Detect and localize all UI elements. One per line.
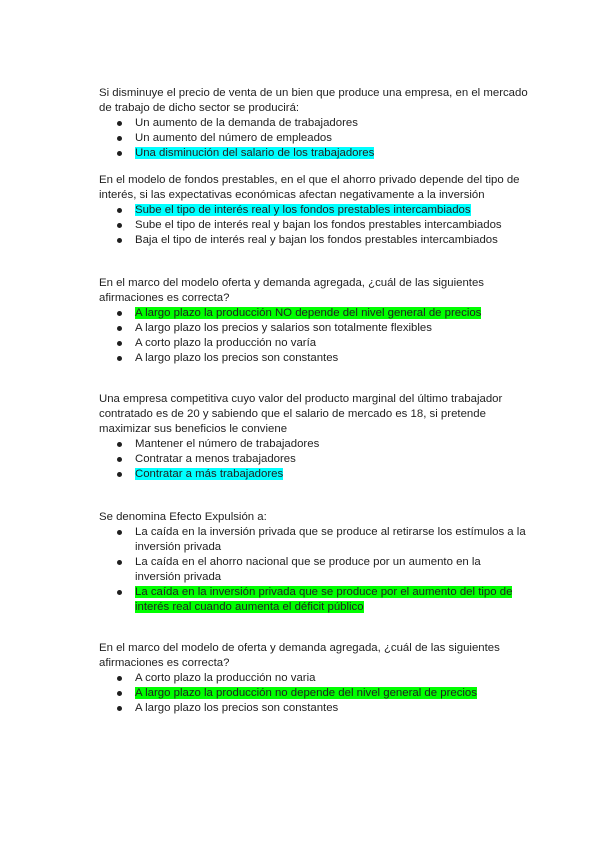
question-stem: En el marco del modelo oferta y demanda agregada, ¿cuál de las siguientes afirmaciones es correcta? <box>99 277 484 304</box>
option-text: Contratar a menos trabajadores <box>135 453 296 465</box>
option-item <box>99 351 529 366</box>
option-item <box>99 146 529 161</box>
option-text-highlighted: Sube el tipo de interés real y los fondos prestables intercambiados <box>135 204 471 216</box>
option-text: Mantener el número de trabajadores <box>135 438 320 450</box>
option-text-highlighted: Una disminución del salario de los trabajadores <box>135 147 375 159</box>
option-text: A corto plazo la producción no varía <box>135 337 317 349</box>
option-text-highlighted: A largo plazo la producción NO depende del nivel general de precios <box>135 307 482 319</box>
bullet-icon <box>117 590 122 595</box>
option-item <box>99 116 529 131</box>
bullet-icon <box>117 208 122 213</box>
bullet-icon <box>117 341 122 346</box>
question-stem: Se denomina Efecto Expulsión a: <box>99 511 267 523</box>
bullet-icon <box>117 530 122 535</box>
bullet-icon <box>117 356 122 361</box>
option-item <box>99 233 529 248</box>
bullet-icon <box>117 472 122 477</box>
option-item <box>99 218 529 233</box>
option-text: La caída en la inversión privada que se produce al retirarse los estímulos a la inversión privada <box>135 526 526 553</box>
bullet-icon <box>117 560 122 565</box>
question-4 <box>99 392 529 482</box>
bullet-icon <box>117 238 122 243</box>
question-stem: En el modelo de fondos prestables, en el que el ahorro privado depende del tipo de interés, si las expectativas económicas afectan negativamente a la inversión <box>99 174 520 201</box>
option-item <box>99 525 529 555</box>
option-text: Un aumento de la demanda de trabajadores <box>135 117 358 129</box>
question-3 <box>99 276 529 366</box>
option-text: A largo plazo los precios y salarios son totalmente flexibles <box>135 322 432 334</box>
option-list <box>99 437 529 482</box>
bullet-icon <box>117 457 122 462</box>
option-text-highlighted: A largo plazo la producción no depende del nivel general de precios <box>135 687 477 699</box>
option-list <box>99 671 529 716</box>
bullet-icon <box>117 691 122 696</box>
option-item <box>99 131 529 146</box>
option-list <box>99 306 529 366</box>
bullet-icon <box>117 136 122 141</box>
option-text: A largo plazo los precios son constantes <box>135 352 339 364</box>
option-item <box>99 467 529 482</box>
option-item <box>99 321 529 336</box>
option-text: Sube el tipo de interés real y bajan los fondos prestables intercambiados <box>135 219 502 231</box>
option-text: A corto plazo la producción no varia <box>135 672 316 684</box>
bullet-icon <box>117 706 122 711</box>
option-text-highlighted: Contratar a más trabajadores <box>135 468 284 480</box>
option-list <box>99 525 529 615</box>
option-text: A largo plazo los precios son constantes <box>135 702 339 714</box>
question-1 <box>99 86 529 161</box>
option-item <box>99 701 529 716</box>
option-item <box>99 203 529 218</box>
option-text: Un aumento del número de empleados <box>135 132 332 144</box>
option-item <box>99 686 529 701</box>
option-text-highlighted: La caída en la inversión privada que se produce por el aumento del tipo de interés real cuando aumenta el déficit público <box>135 586 513 613</box>
option-list <box>99 203 529 248</box>
bullet-icon <box>117 151 122 156</box>
bullet-icon <box>117 326 122 331</box>
question-5 <box>99 510 529 615</box>
bullet-icon <box>117 223 122 228</box>
question-stem: En el marco del modelo de oferta y demanda agregada, ¿cuál de las siguientes afirmaciones es correcta? <box>99 642 500 669</box>
option-item <box>99 336 529 351</box>
question-6 <box>99 641 529 716</box>
question-stem: Si disminuye el precio de venta de un bien que produce una empresa, en el mercado de trabajo de dicho sector se producirá: <box>99 87 528 114</box>
option-item <box>99 452 529 467</box>
question-2 <box>99 173 529 248</box>
question-stem: Una empresa competitiva cuyo valor del producto marginal del último trabajador contratado es de 20 y sabiendo que el salario de mercado es 18, si pretende maximizar sus beneficios le conviene <box>99 393 503 435</box>
option-item <box>99 585 529 615</box>
option-item <box>99 555 529 585</box>
bullet-icon <box>117 311 122 316</box>
option-text: La caída en el ahorro nacional que se produce por un aumento en la inversión privada <box>135 556 481 583</box>
option-text: Baja el tipo de interés real y bajan los fondos prestables intercambiados <box>135 234 498 246</box>
bullet-icon <box>117 676 122 681</box>
bullet-icon <box>117 442 122 447</box>
option-item <box>99 671 529 686</box>
option-item <box>99 437 529 452</box>
option-item <box>99 306 529 321</box>
bullet-icon <box>117 121 122 126</box>
option-list <box>99 116 529 161</box>
